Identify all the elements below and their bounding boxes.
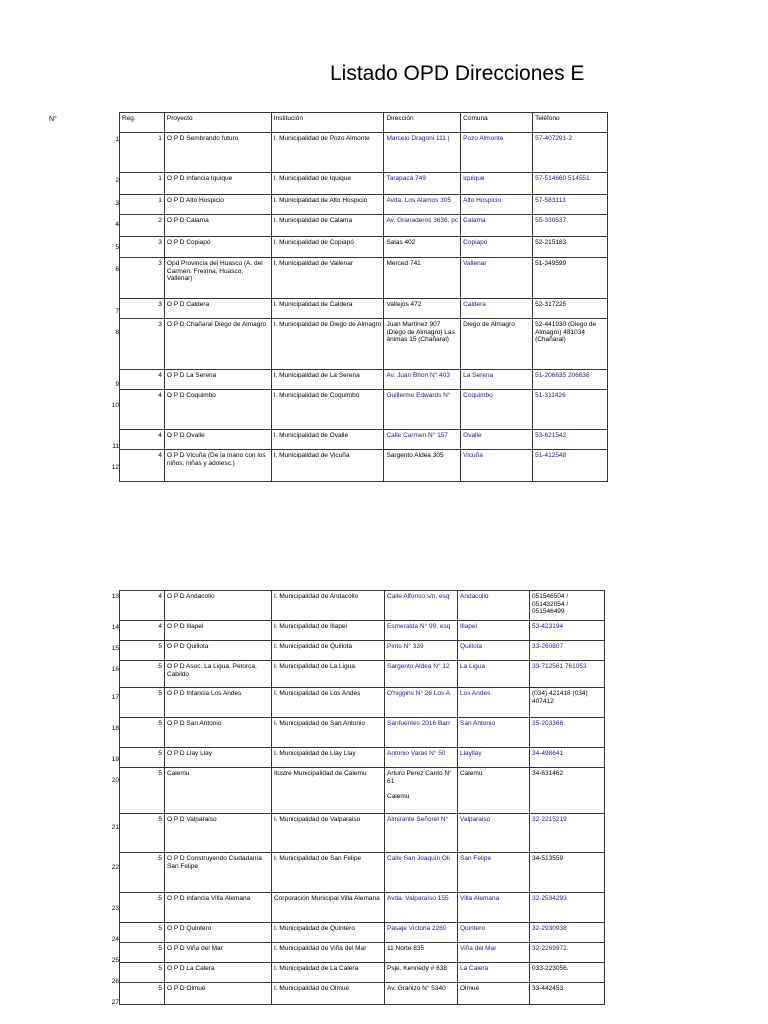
cell-comuna: La Serena bbox=[461, 370, 533, 390]
cell-telefono: 32-2269972. bbox=[530, 943, 605, 963]
cell-reg: 5 bbox=[120, 814, 165, 853]
cell-comuna: Olmué bbox=[458, 983, 530, 1005]
opd-table-2 bbox=[119, 590, 605, 1005]
cell-direccion: Pinto N° 339 bbox=[385, 641, 458, 661]
row-number: 7 bbox=[115, 308, 119, 315]
cell-comuna: Valparaiso bbox=[458, 814, 530, 853]
cell-proyecto: O P D Quintero bbox=[165, 923, 272, 943]
column-header-institucion: Institución bbox=[271, 113, 384, 133]
cell-proyecto: O P D La Calera bbox=[165, 963, 272, 983]
cell-direccion: Avda. Los Alamos 305 bbox=[384, 195, 461, 215]
column-header-direccion: Dirección bbox=[384, 113, 461, 133]
cell-direccion: Esmeralda N° 99, esq bbox=[385, 621, 458, 641]
cell-telefono: 57-407291-2 bbox=[533, 133, 608, 173]
cell-telefono: 34-631462 bbox=[530, 768, 605, 814]
table-row bbox=[120, 768, 605, 814]
row-number: 19 bbox=[111, 756, 119, 763]
cell-proyecto: O P D La Serena bbox=[164, 370, 271, 390]
table-row bbox=[120, 299, 608, 319]
table-row bbox=[120, 923, 605, 943]
cell-proyecto: O P D Coquimbo bbox=[164, 390, 271, 430]
cell-telefono: 32-2215219 bbox=[530, 814, 605, 853]
cell-telefono: 32-2534293 bbox=[530, 893, 605, 923]
row-number: 22 bbox=[111, 864, 119, 871]
cell-direccion: Antonio Varas N° 50 bbox=[385, 748, 458, 768]
cell-institucion: I. Municipalidad de Quintero bbox=[272, 923, 385, 943]
cell-institucion: I. Municipalidad de Llay Llay bbox=[272, 748, 385, 768]
row-number: 14 bbox=[111, 624, 119, 631]
cell-reg: 5 bbox=[120, 688, 165, 718]
cell-institucion: I. Municipalidad de Caldera bbox=[271, 299, 384, 319]
row-number: 25 bbox=[111, 957, 119, 964]
cell-institucion: I. Municipalidad de San Felipe bbox=[272, 853, 385, 893]
cell-telefono: 033-223056. bbox=[530, 963, 605, 983]
cell-telefono: 52-441930 (Diego de Almagro) 481034 (Chañaral) bbox=[533, 319, 608, 370]
row-number: 16 bbox=[111, 666, 119, 673]
table-header-row bbox=[120, 113, 608, 133]
cell-reg: 5 bbox=[120, 923, 165, 943]
cell-institucion: I. Municipalidad de Olmué bbox=[272, 983, 385, 1005]
cell-direccion: Marcelo Dragoni 111 ( bbox=[384, 133, 461, 173]
cell-proyecto: O P D Ovalle bbox=[164, 430, 271, 450]
cell-telefono: 53-423194 bbox=[530, 621, 605, 641]
cell-telefono: 57-583113 bbox=[533, 195, 608, 215]
cell-proyecto: O P D Olmué bbox=[165, 983, 272, 1005]
cell-proyecto: O P D Vicuña (De la mano con los niños, niñas y adolesc.) bbox=[164, 450, 271, 482]
column-header-comuna: Comuna bbox=[461, 113, 533, 133]
cell-institucion: I. Municipalidad de Quillota bbox=[272, 641, 385, 661]
cell-telefono: 051546504 / 051432054 / 051546499 bbox=[530, 591, 605, 621]
table-row bbox=[120, 390, 608, 430]
table-row bbox=[120, 661, 605, 688]
cell-institucion: I. Municipalidad de Vicuña bbox=[271, 450, 384, 482]
cell-direccion: Sargento Aldea 305 bbox=[384, 450, 461, 482]
table-row bbox=[120, 430, 608, 450]
cell-comuna: Vicuña bbox=[461, 450, 533, 482]
cell-reg: 1 bbox=[120, 173, 165, 195]
cell-proyecto: O P D Calama bbox=[164, 215, 271, 237]
table-row bbox=[120, 814, 605, 853]
page-title: Listado OPD Direcciones E bbox=[330, 62, 585, 85]
table-row bbox=[120, 450, 608, 482]
cell-comuna: San Antonio bbox=[458, 718, 530, 748]
cell-direccion: Vallejos 472 bbox=[384, 299, 461, 319]
cell-comuna: La Ligua bbox=[458, 661, 530, 688]
cell-institucion: I. Municipalidad de Viña del Mar bbox=[272, 943, 385, 963]
cell-direccion: Pasaje Victoria 2260 bbox=[385, 923, 458, 943]
cell-telefono: 35-203366 bbox=[530, 718, 605, 748]
cell-direccion: Sanfuentes 2016 Barr bbox=[385, 718, 458, 748]
cell-reg: 5 bbox=[120, 963, 165, 983]
cell-reg: 4 bbox=[120, 591, 165, 621]
row-number: 20 bbox=[111, 777, 119, 784]
cell-institucion: I. Municipalidad de Calama bbox=[271, 215, 384, 237]
cell-comuna: La Calera bbox=[458, 963, 530, 983]
row-number: 26 bbox=[111, 978, 119, 985]
cell-reg: 1 bbox=[120, 133, 165, 173]
cell-direccion: Psje. Kennedy # 638 bbox=[385, 963, 458, 983]
row-number: 9 bbox=[115, 381, 119, 388]
cell-reg: 3 bbox=[120, 319, 165, 370]
cell-comuna: Llayllay bbox=[458, 748, 530, 768]
cell-telefono: 32-2930938 bbox=[530, 923, 605, 943]
cell-direccion: Tarapacá 749 bbox=[384, 173, 461, 195]
table-row bbox=[120, 195, 608, 215]
cell-reg: 3 bbox=[120, 258, 165, 299]
table-row bbox=[120, 983, 605, 1005]
cell-institucion: I. Municipalidad de Iquique bbox=[271, 173, 384, 195]
cell-reg: 5 bbox=[120, 641, 165, 661]
cell-direccion: Calle Alfonso s/n, esq bbox=[385, 591, 458, 621]
cell-comuna: Copiapó bbox=[461, 237, 533, 258]
cell-telefono: 33-260807 bbox=[530, 641, 605, 661]
cell-direccion: O'higgins N° 26 Los A bbox=[385, 688, 458, 718]
row-number: 17 bbox=[111, 694, 119, 701]
table-row bbox=[120, 215, 608, 237]
cell-institucion: I. Municipalidad de La Ligua bbox=[272, 661, 385, 688]
cell-comuna: San Felipe bbox=[458, 853, 530, 893]
cell-proyecto: O P D Construyendo Ciudadanía San Felipe bbox=[165, 853, 272, 893]
table-row bbox=[120, 133, 608, 173]
cell-direccion: Guillermo Edwards N° bbox=[384, 390, 461, 430]
cell-proyecto: O P D Sembrando futuro bbox=[164, 133, 271, 173]
cell-proyecto: O P D Llay Llay bbox=[165, 748, 272, 768]
cell-telefono: 33-712561 761053 bbox=[530, 661, 605, 688]
cell-comuna: Iquique bbox=[461, 173, 533, 195]
cell-reg: 5 bbox=[120, 748, 165, 768]
cell-direccion: Calle Carmen N° 157 bbox=[384, 430, 461, 450]
cell-institucion: I. Municipalidad de Alto Hospicio bbox=[271, 195, 384, 215]
number-column-header: N° bbox=[49, 116, 57, 123]
cell-telefono: 51-206635 206636 bbox=[533, 370, 608, 390]
table-row bbox=[120, 718, 605, 748]
cell-institucion: I. Municipalidad de Andacollo bbox=[272, 591, 385, 621]
table-row bbox=[120, 237, 608, 258]
cell-comuna: Calama bbox=[461, 215, 533, 237]
cell-proyecto: O P D Andacollo bbox=[165, 591, 272, 621]
cell-proyecto: O P D Alto Hospicio bbox=[164, 195, 271, 215]
cell-proyecto: O P D Illapel bbox=[165, 621, 272, 641]
cell-telefono: 51-311426 bbox=[533, 390, 608, 430]
row-number: 24 bbox=[111, 936, 119, 943]
opd-table-1 bbox=[119, 112, 608, 482]
table-row bbox=[120, 853, 605, 893]
cell-reg: 5 bbox=[120, 893, 165, 923]
cell-telefono: 52-317225 bbox=[533, 299, 608, 319]
row-number: 11 bbox=[112, 443, 119, 450]
table-row bbox=[120, 370, 608, 390]
cell-institucion: I. Municipalidad de Vallenar bbox=[271, 258, 384, 299]
cell-institucion: Corporación Municipal Villa Alemana bbox=[272, 893, 385, 923]
cell-comuna: Ovalle bbox=[461, 430, 533, 450]
cell-institucion: I. Municipalidad de Diego de Almagro bbox=[271, 319, 384, 370]
cell-comuna: Alto Hospicio bbox=[461, 195, 533, 215]
cell-telefono: 51-412548 bbox=[533, 450, 608, 482]
cell-proyecto: O P D Valparaiso bbox=[165, 814, 272, 853]
row-number: 6 bbox=[115, 266, 119, 273]
cell-direccion: Av. Juan Bhon N° 403 bbox=[384, 370, 461, 390]
row-number: 10 bbox=[111, 402, 119, 409]
cell-reg: 5 bbox=[120, 768, 165, 814]
cell-institucion: Ilustre Municipalidad de Calemu bbox=[272, 768, 385, 814]
cell-proyecto: O P D San Antonio bbox=[165, 718, 272, 748]
cell-comuna: Calemu bbox=[458, 768, 530, 814]
cell-comuna: Caldera bbox=[461, 299, 533, 319]
cell-comuna: Quintero bbox=[458, 923, 530, 943]
table-row bbox=[120, 893, 605, 923]
table-row bbox=[120, 591, 605, 621]
row-number: 12 bbox=[111, 464, 119, 471]
cell-proyecto: O P D Infancia Los Andes bbox=[165, 688, 272, 718]
table-row bbox=[120, 688, 605, 718]
table-row bbox=[120, 641, 605, 661]
cell-direccion-line2: Calemu bbox=[387, 792, 410, 800]
cell-proyecto: O P D Quillota bbox=[165, 641, 272, 661]
cell-institucion: I. Municipalidad de La Serena bbox=[271, 370, 384, 390]
cell-reg: 1 bbox=[120, 195, 165, 215]
cell-institucion: I. Municipalidad de La Calera bbox=[272, 963, 385, 983]
cell-institucion: I. Municipalidad de Los Andes bbox=[272, 688, 385, 718]
cell-comuna: Andacollo bbox=[458, 591, 530, 621]
cell-proyecto: O P D Caldera bbox=[164, 299, 271, 319]
cell-comuna: Viña del Mar bbox=[458, 943, 530, 963]
cell-reg: 3 bbox=[120, 237, 165, 258]
cell-institucion: I. Municipalidad de Pozo Almonte bbox=[271, 133, 384, 173]
cell-direccion: Sargento Aldea N° 12 bbox=[385, 661, 458, 688]
table-row bbox=[120, 173, 608, 195]
row-number: 5 bbox=[115, 244, 119, 251]
cell-telefono: 57-514660 514551 bbox=[533, 173, 608, 195]
cell-proyecto: O P D Infancia Iquique bbox=[164, 173, 271, 195]
cell-proyecto: O P D Chañaral Diego de Almagro bbox=[164, 319, 271, 370]
cell-institucion: I. Municipalidad de Coquimbo bbox=[271, 390, 384, 430]
cell-telefono: 53-621542 bbox=[533, 430, 608, 450]
cell-direccion: Arturo Perez Canto N° 61 Calemu bbox=[385, 768, 458, 814]
table-row bbox=[120, 258, 608, 299]
cell-comuna: Pozo Almonte bbox=[461, 133, 533, 173]
cell-reg: 3 bbox=[120, 299, 165, 319]
cell-reg: 4 bbox=[120, 390, 165, 430]
cell-direccion: Av. Granaderos 3636, pc bbox=[384, 215, 461, 237]
column-header-proyecto: Proyecto bbox=[164, 113, 271, 133]
cell-reg: 5 bbox=[120, 718, 165, 748]
row-number: 27 bbox=[111, 999, 119, 1006]
table-row bbox=[120, 319, 608, 370]
cell-telefono: 33-442453 bbox=[530, 983, 605, 1005]
cell-comuna: Vallenar bbox=[461, 258, 533, 299]
row-number: 23 bbox=[111, 905, 119, 912]
cell-comuna: Coquimbo bbox=[461, 390, 533, 430]
cell-direccion: Calle San Joaquín Oli bbox=[385, 853, 458, 893]
row-number: 2 bbox=[115, 177, 119, 184]
cell-direccion: Avda. Valparaíso 155 bbox=[385, 893, 458, 923]
cell-reg: 4 bbox=[120, 430, 165, 450]
cell-institucion: I. Municipalidad de Valparaiso bbox=[272, 814, 385, 853]
cell-direccion: Merced 741 bbox=[384, 258, 461, 299]
table-row bbox=[120, 621, 605, 641]
cell-direccion: Salas 402 bbox=[384, 237, 461, 258]
cell-reg: 5 bbox=[120, 943, 165, 963]
cell-comuna: Diego de Almagro bbox=[461, 319, 533, 370]
cell-institucion: I. Municipalidad de Illapel bbox=[272, 621, 385, 641]
row-number: 8 bbox=[115, 329, 119, 336]
cell-reg: 4 bbox=[120, 450, 165, 482]
cell-telefono: (034) 421418 (034) 407412 bbox=[530, 688, 605, 718]
cell-comuna: Los Andes bbox=[458, 688, 530, 718]
cell-institucion: I. Municipalidad de Copiapó bbox=[271, 237, 384, 258]
cell-proyecto: O P D Copiapó bbox=[164, 237, 271, 258]
cell-proyecto: O P D Asoc. La Ligua, Petorca, Cabildo bbox=[165, 661, 272, 688]
cell-direccion: Av. Granizo N° 5340 bbox=[385, 983, 458, 1005]
row-number: 15 bbox=[111, 645, 119, 652]
cell-comuna: Villa Alemana bbox=[458, 893, 530, 923]
row-number: 1 bbox=[115, 136, 119, 143]
cell-institucion: I. Municipalidad de San Antonio bbox=[272, 718, 385, 748]
cell-telefono: 34-498641 bbox=[530, 748, 605, 768]
cell-reg: 4 bbox=[120, 621, 165, 641]
row-number: 18 bbox=[111, 725, 119, 732]
cell-proyecto: O P D Infancia Villa Alemana bbox=[165, 893, 272, 923]
table-row bbox=[120, 963, 605, 983]
cell-reg: 2 bbox=[120, 215, 165, 237]
cell-direccion: Juan Martínez 907 (Diego de Almagro) Las ánimas 15 (Chañaral) bbox=[384, 319, 461, 370]
cell-institucion: I. Municipalidad de Ovalle bbox=[271, 430, 384, 450]
column-header-reg: Reg. bbox=[120, 113, 165, 133]
cell-telefono: 34-513559 bbox=[530, 853, 605, 893]
cell-proyecto: Opd Provincia del Huasco (A. del Carmen, Freirina, Huasco, Vallenar) bbox=[164, 258, 271, 299]
cell-direccion: Almirante Señoret N° bbox=[385, 814, 458, 853]
column-header-telefono: Teléfono bbox=[533, 113, 608, 133]
cell-telefono: 52-215183 bbox=[533, 237, 608, 258]
cell-telefono: 55-330537 bbox=[533, 215, 608, 237]
cell-reg: 4 bbox=[120, 370, 165, 390]
cell-reg: 5 bbox=[120, 853, 165, 893]
row-number: 13 bbox=[111, 593, 119, 600]
row-number: 4 bbox=[115, 221, 119, 228]
cell-comuna: Illapel bbox=[458, 621, 530, 641]
cell-proyecto: Calemu bbox=[165, 768, 272, 814]
table-row bbox=[120, 748, 605, 768]
cell-reg: 5 bbox=[120, 661, 165, 688]
cell-comuna: Quillota bbox=[458, 641, 530, 661]
cell-direccion: 11 Norte 835 bbox=[385, 943, 458, 963]
table-row bbox=[120, 943, 605, 963]
cell-reg: 5 bbox=[120, 983, 165, 1005]
cell-telefono: 51-349599 bbox=[533, 258, 608, 299]
cell-proyecto: O P D Viña del Mar bbox=[165, 943, 272, 963]
row-number: 21 bbox=[111, 824, 119, 831]
row-number: 3 bbox=[115, 200, 119, 207]
